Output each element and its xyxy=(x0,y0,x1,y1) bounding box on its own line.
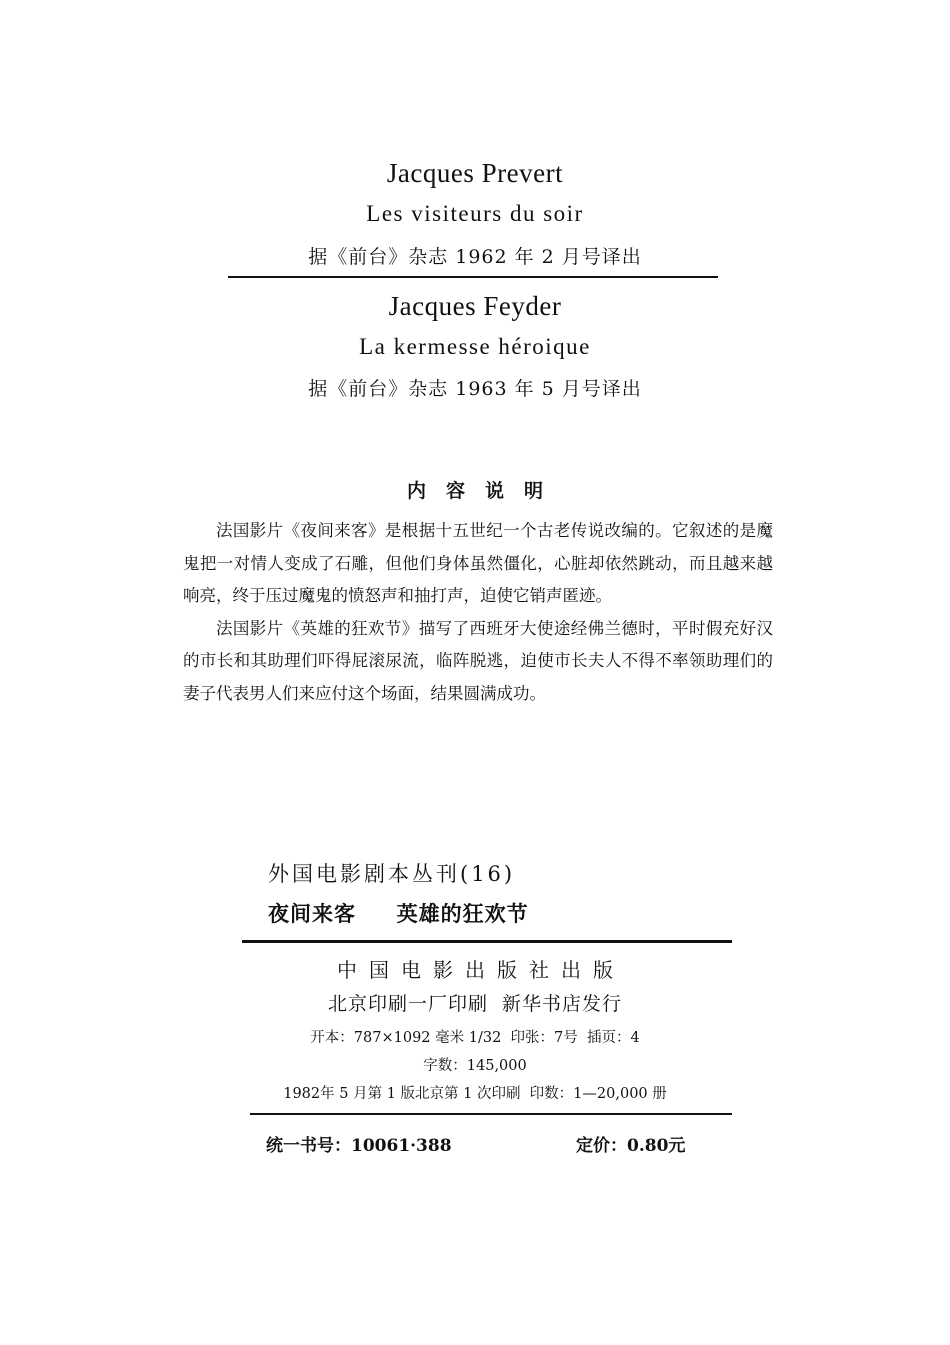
word-count: 字数：145,000 xyxy=(423,1058,527,1074)
printer-distributor: 北京印刷一厂印刷 新华书店发行 xyxy=(327,993,623,1015)
book-title: 夜间来客 英雄的狂欢节 xyxy=(268,901,529,926)
credit-1-source: 据《前台》杂志 1962 年 2 月号译出 xyxy=(308,246,642,268)
price: 定价：0.80元 xyxy=(576,1136,686,1156)
synopsis-heading: 内容说明 xyxy=(406,480,563,502)
colophon-bottom-rule xyxy=(250,1113,732,1115)
credit-2-author: Jacques Feyder xyxy=(388,291,562,321)
edition-info: 1982年 5 月第 1 版北京第 1 次印刷 印数：1—20,000 册 xyxy=(283,1086,667,1102)
publisher: 中国电影出版社出版 xyxy=(337,958,625,982)
book-number: 统一书号：10061·388 xyxy=(266,1136,452,1156)
synopsis-body xyxy=(183,515,773,710)
format-info: 开本：787×1092 毫米 1/32 印张：7号 插页：4 xyxy=(310,1030,640,1046)
synopsis-paragraph-1: 法国影片《夜间来客》是根据十五世纪一个古老传说改编的。它叙述的是魔鬼把一对情人变成了石雕，但他们身体虽然僵化，心脏却依然跳动，而且越来越响亮，终于压过魔鬼的愤怒声和抽打声，迫使它销声匿迹。 xyxy=(183,521,773,605)
credit-1-author: Jacques Prevert xyxy=(386,158,564,188)
colophon-top-rule xyxy=(242,940,732,943)
synopsis-paragraph-2: 法国影片《英雄的狂欢节》描写了西班牙大使途经佛兰德时，平时假充好汉的市长和其助理们吓得屁滚尿流，临阵脱逃，迫使市长夫人不得不率领助理们的妻子代表男人们来应付这个场面，结果圆满成功。 xyxy=(183,618,773,703)
series-title: 外国电影剧本丛刊(16) xyxy=(268,862,516,886)
credit-2-source: 据《前台》杂志 1963 年 5 月号译出 xyxy=(308,378,642,400)
credit-1-original-title: Les visiteurs du soir xyxy=(366,201,584,226)
credits-divider xyxy=(228,276,718,278)
credit-2-original-title: La kermesse héroique xyxy=(359,334,591,359)
